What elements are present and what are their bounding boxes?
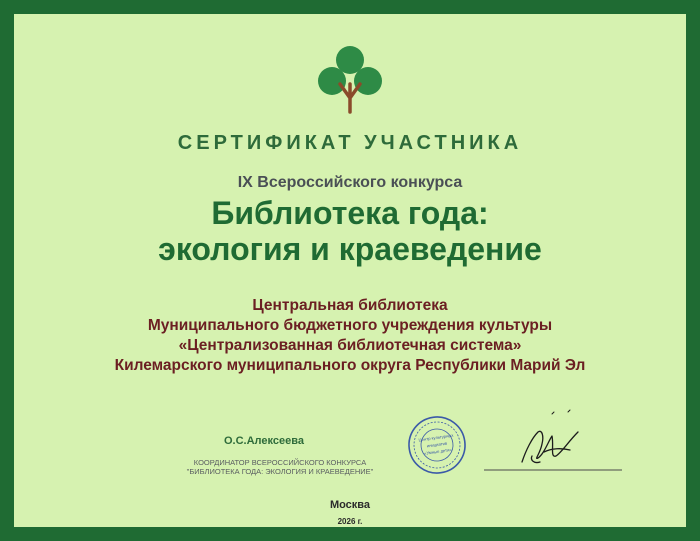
tree-icon: [318, 44, 382, 114]
org-line: Центральная библиотека: [252, 297, 448, 314]
contest-name-line1: Библиотека года:: [211, 195, 489, 231]
org-line: Килемарского муниципального округа Республики Марий Эл: [114, 357, 586, 374]
org-line: Муниципального бюджетного учреждения культуры: [147, 317, 553, 334]
stamp-line2: инициатив: [426, 440, 448, 449]
stamp-line1: Центр культурных: [418, 432, 454, 443]
certificate-heading: СЕРТИФИКАТ УЧАСТНИКА: [177, 132, 523, 154]
recipient-organization: [14, 296, 686, 376]
handwritten-signature: [482, 402, 622, 474]
certificate-subheading: IX Всероссийского конкурса: [237, 174, 463, 191]
signer-role-line2: "БИБЛИОТЕКА ГОДА: ЭКОЛОГИЯ И КРАЕВЕДЕНИЕ": [186, 467, 374, 476]
signer-role: [164, 458, 396, 476]
contest-name-line2: экология и краеведение: [158, 231, 542, 267]
city: Москва: [329, 499, 371, 511]
year: 2026 г.: [337, 517, 363, 526]
signer-role-line1: КООРДИНАТОР ВСЕРОССИЙСКОГО КОНКУРСА: [193, 458, 367, 467]
seal-stamp: [406, 412, 468, 478]
certificate: [14, 14, 686, 527]
org-line: «Централизованная библиотечная система»: [178, 337, 522, 354]
stamp-line3: «Умные дети»: [423, 447, 452, 456]
contest-name: [14, 195, 686, 267]
signer-name: О.С.Алексеева: [224, 435, 304, 447]
